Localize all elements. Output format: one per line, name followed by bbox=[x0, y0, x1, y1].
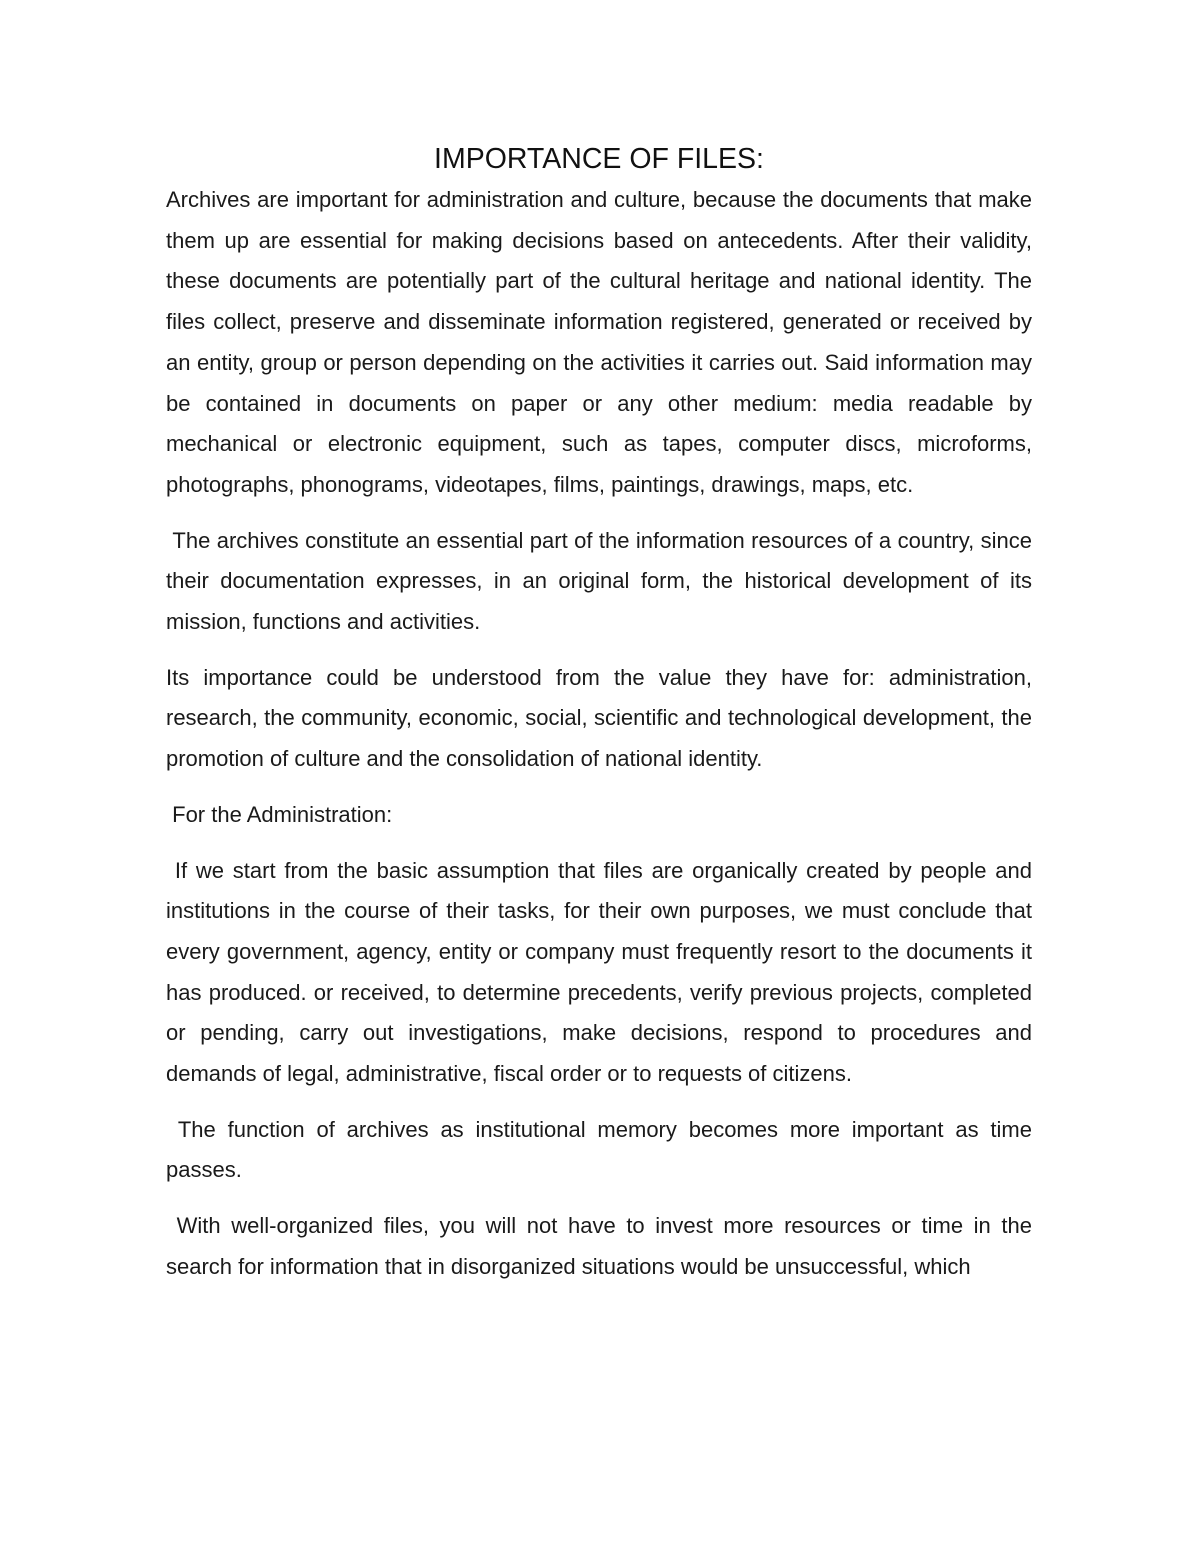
paragraph-administration: If we start from the basic assumption that files are organically created by people and institutions in the course of their tasks, for their own purposes, we must conclude that every government, agency, entity or company must frequently resort to the documents it has produced. or received, to determine precedents, verify previous projects, completed or pending, carry out investigations, make decisions, respond to procedures and demands of legal, administrative, fiscal order or to requests of citizens. bbox=[166, 857, 1039, 1087]
paragraph-value: Its importance could be understood from the value they have for: administration, research, the community, economic, social, scientific and technological development, the promotion of culture and the consolidation of national identity. bbox=[166, 664, 1039, 772]
paragraph-archives-importance: Archives are important for administration and culture, because the documents that make them up are essential for making decisions based on antecedents. After their validity, these documents are potentially part of the cultural heritage and national identity. The files collect, preserve and disseminate information registered, generated or received by an entity, group or person depending on the activities it carries out. Said information may be contained in documents on paper or any other medium: media readable by mechanical or electronic equipment, such as tapes, computer discs, microforms, photographs, phonograms, videotapes, films, paintings, drawings, maps, etc. bbox=[166, 187, 1039, 497]
page-title: IMPORTANCE OF FILES: bbox=[434, 143, 764, 175]
section-heading-administration: For the Administration: bbox=[166, 801, 393, 827]
paragraph-institutional-memory: The function of archives as institutional memory becomes more important as time passes. bbox=[166, 1116, 1039, 1183]
paragraph-information-resources: The archives constitute an essential part of the information resources of a country, since their documentation expresses, in an original form, the historical development of its mission, functions and activities. bbox=[166, 527, 1039, 635]
paragraph-well-organized-files: With well-organized files, you will not have to invest more resources or time in the search for information that in disorganized situations would be unsuccessful, which bbox=[166, 1213, 1039, 1279]
document-body bbox=[166, 140, 1039, 1303]
